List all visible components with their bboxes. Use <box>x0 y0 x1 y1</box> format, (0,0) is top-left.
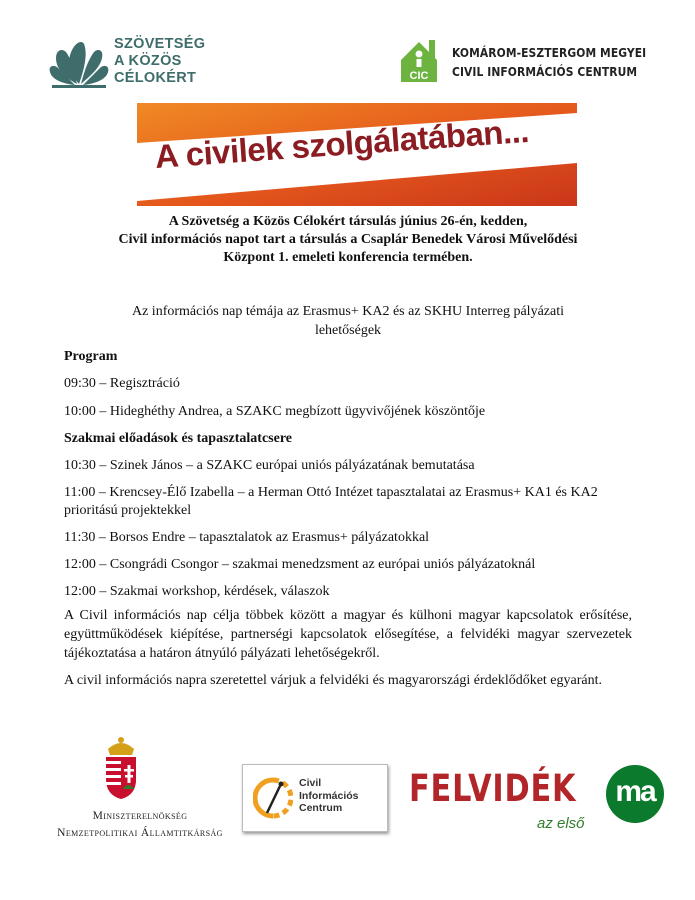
program-heading: Program <box>64 349 118 364</box>
cic-centrum-line-2: Információs <box>299 789 359 802</box>
cic-centrum-line-1: Civil <box>299 777 322 789</box>
topic-line-1: Az információs nap témája az Erasmus+ KA2 és az SKHU Interreg pályázati <box>131 304 564 319</box>
civil-informacios-centrum-logo <box>242 764 388 832</box>
intro-line-2: Civil információs napot tart a társulás a Csaplár Benedek Városi Művelődési <box>118 232 578 247</box>
program-item: 11:30 – Borsos Endre – tapasztalatok az Erasmus+ pályázatokkal <box>64 530 430 545</box>
szovetseg-line-3: CÉLOKÉRT <box>114 70 197 86</box>
cic-badge-text: CIC <box>409 70 429 82</box>
intro <box>62 213 634 267</box>
program-item: 10:30 – Szinek János – a SZAKC európai uniós pályázatának bemutatása <box>64 458 475 473</box>
goal-paragraph: A Civil információs nap célja többek között a magyar és külhoni magyar kapcsolatok erősítése, együttműködések kiépítése, partnerségi kapcsolatok elősegítése, a felvidéki magyar szervezetek tájékoztatása a határon átnyúló pályázati lehetőségekről. <box>64 608 632 661</box>
program-item: 09:30 – Regisztráció <box>64 376 180 391</box>
program-item: 10:00 – Hideghéthy Andrea, a SZAKC megbízott ügyvivőjének köszöntője <box>64 404 486 419</box>
ministry-line-2: Nemzetpolitikai Államtitkárság <box>57 827 223 839</box>
felvidek-logo-subtitle: az első <box>537 815 585 832</box>
invitation-paragraph: A civil információs napra szeretettel várjuk a felvidéki és magyarországi érdeklődőket egyaránt. <box>64 673 603 688</box>
cic-circle-icon <box>253 777 293 819</box>
program-item: 12:00 – Szakmai workshop, kérdések, válaszok <box>64 584 330 599</box>
hungarian-coat-of-arms-icon <box>102 735 140 801</box>
felvidek-ma-badge: ma <box>606 765 664 823</box>
cic-megyei-line-1: KOMÁROM-ESZTERGOM MEGYEI <box>452 46 647 60</box>
section-heading: Szakmai előadások és tapasztalatcsere <box>64 431 292 446</box>
felvidek-logo-title: FELVIDÉK <box>409 767 577 810</box>
cic-megyei-line-2: CIVIL INFORMÁCIÓS CENTRUM <box>452 65 638 79</box>
leaf-icon <box>48 34 110 88</box>
program-item: 12:00 – Csongrádi Csongor – szakmai menedzsment az európai uniós pályázatoknál <box>64 557 536 572</box>
szovetseg-line-2: A KÖZÖS <box>114 53 182 69</box>
cic-house-icon <box>397 38 447 84</box>
cic-centrum-line-3: Centrum <box>299 802 343 814</box>
intro-line-3: Központ 1. emeleti konferencia termében. <box>223 250 473 265</box>
ministry-label <box>40 808 240 842</box>
szovetseg-line-1: SZÖVETSÉG <box>114 36 206 52</box>
ministry-line-1: Miniszterelnökség <box>92 810 188 822</box>
intro-line-1: A Szövetség a Közös Célokért társulás június 26-én, kedden, <box>168 214 528 229</box>
topic-line-2: lehetőségek <box>314 323 382 338</box>
program-item: 11:00 – Krencsey-Élő Izabella – a Herman Ottó Intézet tapasztalatai az Erasmus+ KA1 és KA2 prioritású projektekkel <box>64 485 598 518</box>
banner-text: A civilek szolgálatában... <box>153 111 530 175</box>
banner <box>137 103 577 206</box>
cic-megyei-logo <box>397 38 657 84</box>
topic <box>62 302 634 340</box>
szovetseg-logo <box>48 34 208 90</box>
